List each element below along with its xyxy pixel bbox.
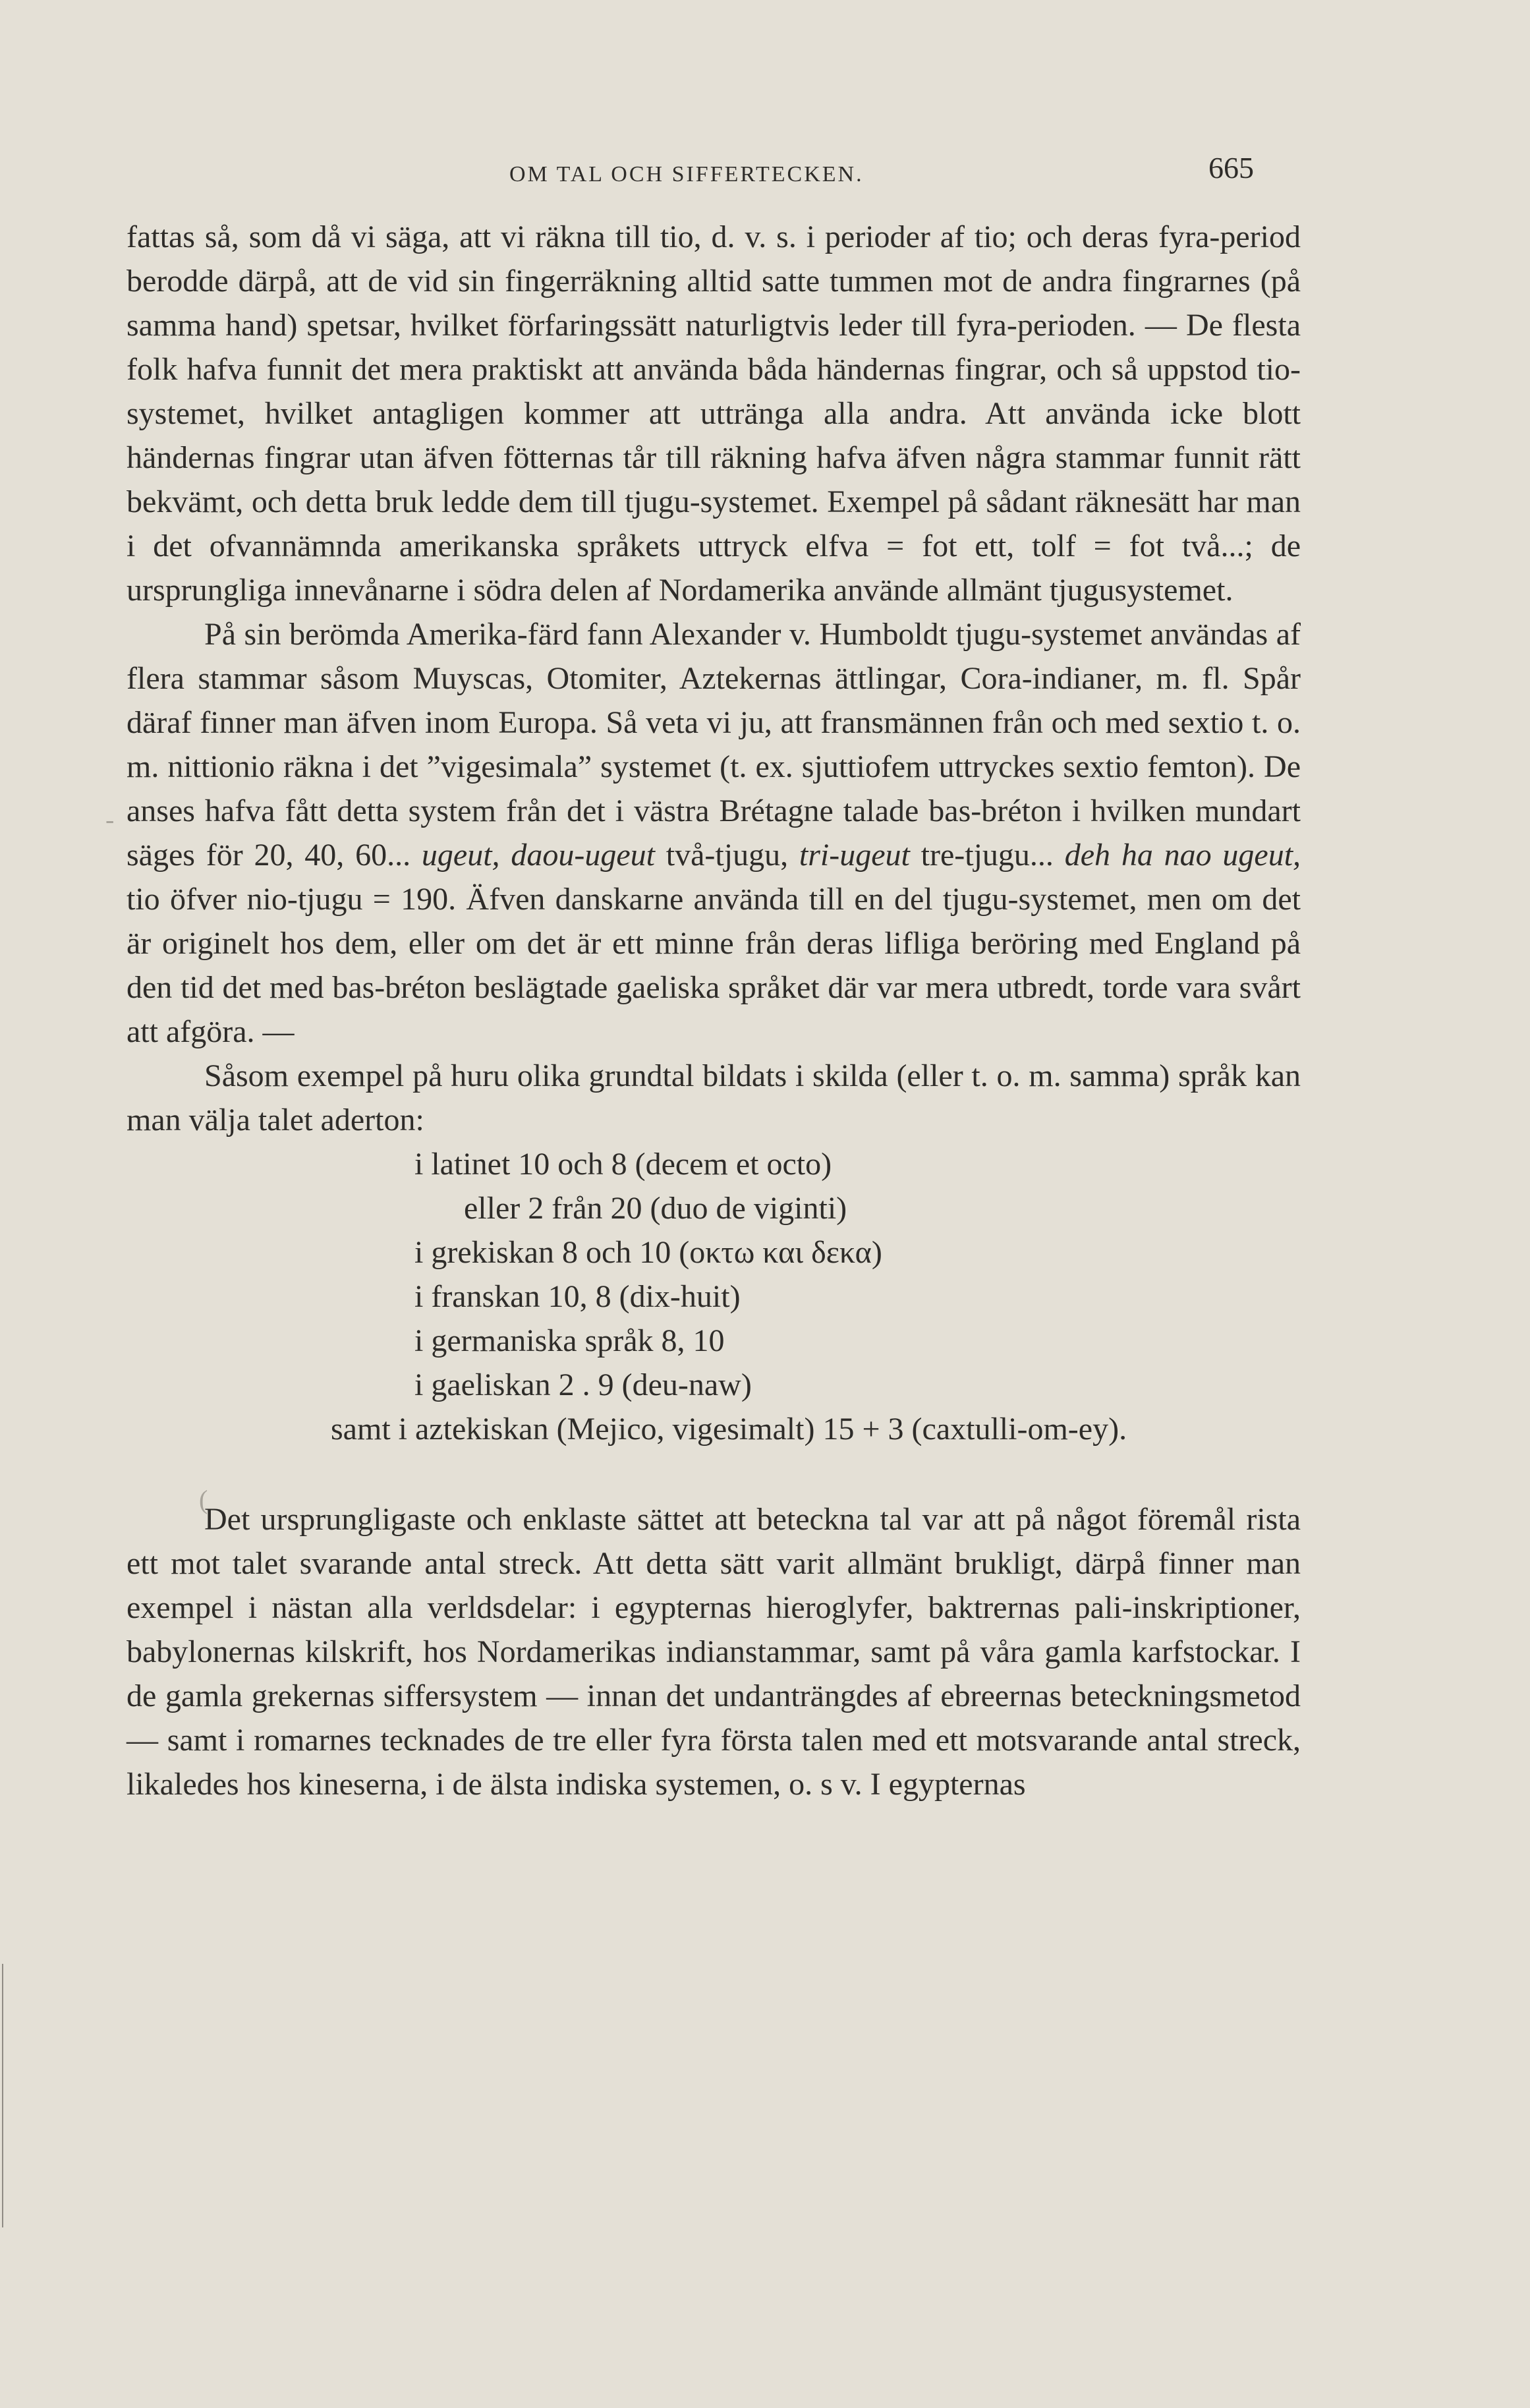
paragraph-2-start: På sin berömda Amerika-färd fann Alexander v. Humboldt tjugu-systemet användas af flera stammar såsom Muyscas, Otomiter, Aztekernas ättlingar, Cora-indianer, m. fl. Spår däraf finner man äfven inom Europa. Så veta vi ju, att fransmännen från och med sextio t. o. m. nittionio räkna i det ”vigesimala” systemet (t. ex. sjuttiofem uttryckes sextio femton). De anses hafva fått detta system från det i västra Brétagne talade bas-bréton i hvilken mundart säges för 20, 40, 60... [127,617,1301,873]
paragraph-2 [127,612,1301,1054]
page-header [0,150,1530,196]
gloss-tre-tjugu: tre-tjugu... [921,838,1054,873]
running-title: OM TAL OCH SIFFERTECKEN. [509,162,864,186]
example-gaelic: i gaeliskan 2 . 9 (deu-naw) [414,1367,752,1402]
page-number: 665 [1208,151,1254,185]
example-aztec: samt i aztekiskan (Mejico, vigesimalt) 15 + 3 (caxtulli-om-ey). [331,1412,1127,1447]
margin-paren-mark: ( [199,1485,208,1514]
example-germanic: i germaniska språk 8, 10 [414,1323,725,1358]
body-text [127,215,1301,1806]
margin-dash-mark: - [105,805,115,834]
gloss-tva-tjugu: två-tjugu, [666,838,789,873]
breton-deh-ha-nao: deh ha nao ugeut, [1064,838,1301,873]
example-latin-alt: eller 2 från 20 (duo de viginti) [464,1191,847,1226]
example-greek: i grekiskan 8 och 10 (οκτω και δεκα) [414,1235,882,1270]
example-latin: i latinet 10 och 8 (decem et octo) [414,1147,832,1182]
breton-tri-ugeut: tri-ugeut [799,838,910,873]
paragraph-3: Såsom exempel på huru olika grundtal bildats i skilda (eller t. o. m. samma) språk kan man välja talet aderton: [127,1058,1301,1137]
paragraph-4: Det ursprungligaste och enklaste sättet att beteckna tal var att på något föremål rista ett mot talet svarande antal streck. Att detta sätt varit allmänt brukligt, därpå finner man exempel i nästan alla verldsdelar: i egypternas hieroglyfer, baktrernas pali-inskriptioner, babylonernas kilskrift, hos Nordamerikas indianstammar, samt på våra gamla karfstockar. I de gamla grekernas siffersystem — innan det undanträngdes af ebreernas beteckningsmetod — samt i romarnes tecknades de tre eller fyra första talen med ett motsvarande antal streck, likaledes hos kineserna, i de älsta indiska systemen, o. s v. I egypternas [127,1502,1301,1802]
paragraph-1: fattas så, som då vi säga, att vi räkna till tio, d. v. s. i perioder af tio; och deras fyra-period berodde därpå, att de vid sin fingerräkning alltid satte tummen mot de andra fingrarnes (på samma hand) spetsar, hvilket förfaringssätt naturligtvis leder till fyra-perioden. — De flesta folk hafva funnit det mera praktiskt att använda båda händernas fingrar, och så uppstod tio-systemet, hvilket antagligen kommer att uttränga alla andra. Att använda icke blott händernas fingrar utan äfven fötternas tår till räkning hafva äfven några stammar funnit rätt bekvämt, och detta bruk ledde dem till tjugu-systemet. Exempel på sådant räknesätt har man i det ofvannämnda amerikanska språkets uttryck elfva = fot ett, tolf = fot två...; de ursprungliga innevånarne i södra delen af Nordamerika använde allmänt tjugusystemet. [127,219,1301,608]
paragraph-2-end: tio öfver nio-tjugu = 190. Äfven danskarne använda till en del tjugu-systemet, men om det är originelt hos dem, eller om det är ett minne från deras lifliga beröring med England på den tid det med bas-bréton beslägtade gaeliska språket där var mera utbredt, torde vara svårt att afgöra. — [127,882,1301,1049]
example-french: i franskan 10, 8 (dix-huit) [414,1279,741,1314]
breton-ugeut: ugeut, daou-ugeut [421,838,655,873]
examples-list [127,1142,1301,1451]
page-edge-line [2,1964,3,2227]
